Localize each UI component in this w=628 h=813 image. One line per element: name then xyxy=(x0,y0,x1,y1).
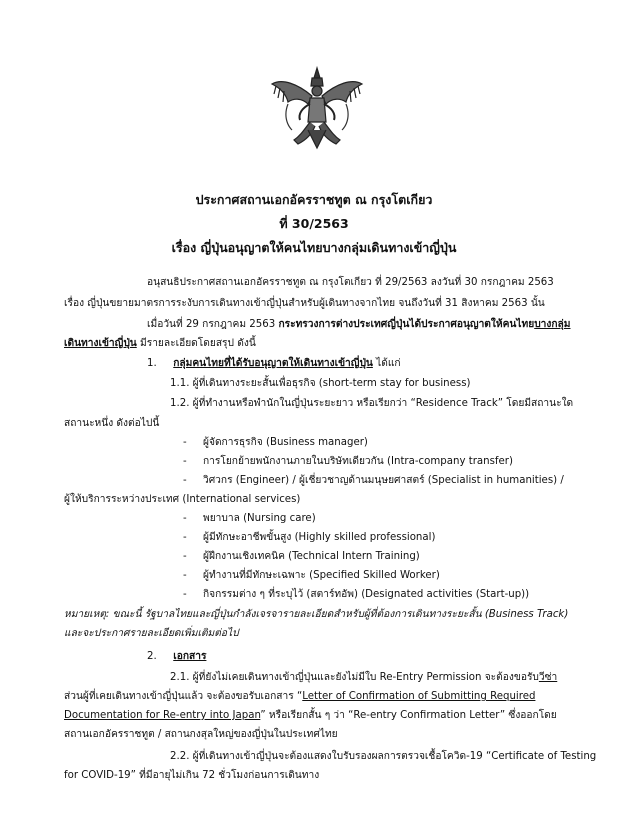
section-1-suffix: ได้แก่ xyxy=(372,358,401,369)
intro-line-3 xyxy=(147,318,571,331)
intro-some-groups: บางกลุ่ม xyxy=(534,319,571,330)
visa-link: วีซ่า xyxy=(538,672,558,683)
section-1-number: 1. xyxy=(147,358,157,369)
section-2-item-1-line-3: Documentation for Re-entry into Japan” หรือเรียกสั้น ๆ ว่า “Re-entry Confirmation Letter” ซึ่งออกโดย xyxy=(64,710,557,721)
section-2-item-1-line-2: ส่วนผู้ที่เคยเดินทางเข้าญี่ปุ่นแล้ว จะต้องขอรับเอกสาร “Letter of Confirmation of Submitting Required xyxy=(64,691,536,702)
intro-enter-japan: เดินทางเข้าญี่ปุ่น xyxy=(64,338,137,349)
note-line-2: และจะประกาศรายละเอียดเพิ่มเติมต่อไป xyxy=(64,628,239,639)
section-1-item-2-cont: สถานะหนึ่ง ดังต่อไปนี้ xyxy=(64,418,160,429)
intro-date: เมื่อวันที่ 29 กรกฎาคม 2563 xyxy=(147,319,279,330)
intro-ministry: กระทรวงการต่างประเทศญี่ปุ่นได้ประกาศอนุญาตให้คนไทย xyxy=(278,319,535,330)
section-2-item-1-line-4: สถานเอกอัครราชทูต / สถานกงสุลใหญ่ของญี่ปุ่นในประเทศไทย xyxy=(64,729,338,740)
list-item-cont: ผู้ให้บริการระหว่างประเทศ (International services) xyxy=(64,494,301,505)
confirmation-letter-title: Letter of Confirmation of Submitting Required xyxy=(302,691,536,702)
section-1-title: กลุ่มคนไทยที่ได้รับอนุญาตให้เดินทางเข้าญี่ปุ่น xyxy=(173,358,373,369)
section-2-item-1: 2.1. ผู้ที่ยังไม่เคยเดินทางเข้าญี่ปุ่นและยังไม่มีใบ Re-Entry Permission จะต้องขอรับวีซ่า xyxy=(170,672,558,683)
section-2-title: เอกสาร xyxy=(173,651,207,662)
announcement-number: ที่ 30/2563 xyxy=(279,216,349,231)
note-line-1: หมายเหตุ: ขณะนี้ รัฐบาลไทยและญี่ปุ่นกำลังเจรจารายละเอียดสำหรับผู้ที่ต้องการเดินทางระยะสั้น (Business Track) xyxy=(64,609,569,620)
intro-line-2: เรื่อง ญี่ปุ่นขยายมาตรการระงับการเดินทางเข้าญี่ปุ่นสำหรับผู้เดินทางจากไทย จนถึงวันที่ 31 สิงหาคม 2563 นั้น xyxy=(64,298,545,309)
section-2-item-2-line-2: for COVID-19” ที่มีอายุไม่เกิน 72 ชั่วโมงก่อนการเดินทาง xyxy=(64,770,320,781)
section-1-item-1: 1.1. ผู้ที่เดินทางระยะสั้นเพื่อธุรกิจ (short-term stay for business) xyxy=(170,378,471,389)
announcement-title: ประกาศสถานเอกอัครราชทูต ณ กรุงโตเกียว xyxy=(195,192,433,207)
intro-summary: มีรายละเอียดโดยสรุป ดังนี้ xyxy=(136,338,256,349)
garuda-emblem-icon xyxy=(268,64,366,150)
intro-line-1: อนุสนธิประกาศสถานเอกอัครราชทูต ณ กรุงโตเกียว ที่ 29/2563 ลงวันที่ 30 กรกฎาคม 2563 xyxy=(147,277,554,288)
announcement-subject: เรื่อง ญี่ปุ่นอนุญาตให้คนไทยบางกลุ่มเดินทางเข้าญี่ปุ่น xyxy=(171,240,457,255)
section-2-number: 2. xyxy=(147,651,157,662)
confirmation-letter-title-cont: Documentation for Re-entry into Japan xyxy=(64,710,261,721)
document-page: ประกาศสถานเอกอัครราชทูต ณ กรุงโตเกียว ที่ 30/2563 เรื่อง ญี่ปุ่นอนุญาตให้คนไทยบางกลุ่มเดินทางเข้าญี่ปุ่น อนุสนธิประกาศสถานเอกอัครราชทูต ณ กรุงโตเกียว ที่ 29/2563 ลงวันที่ 30 กรกฎาคม 2563 เรื่อง ญี่ปุ่นขยายมาตรการระงับการเดินทางเข้าญี่ปุ่นสำหรับผู้เดินทางจากไทย จนถึงวันที่ 31 สิงหาคม 2563 นั้น เมื่อวันที่ 29 กรกฎาคม 2563 กระทรวงการต่างประเทศญี่ปุ่นได้ประกาศอนุญาตให้คนไทยบางกลุ่ม เดินทางเข้าญี่ปุ่น มีรายละเอียดโดยสรุป ดังนี้ 1. กลุ่มคนไทยที่ได้รับอนุญาตให้เดินทางเข้าญี่ปุ่น ได้แก่ 1.1. ผู้ที่เดินทางระยะสั้นเพื่อธุรกิจ (short-term stay for business) 1.2. ผู้ที่ทำงานหรือพำนักในญี่ปุ่นระยะยาว หรือเรียกว่า “Residence Track” โดยมีสถานะใด สถานะหนึ่ง ดังต่อไปนี้ - ผู้จัดการธุรกิจ (Business manager) - การโยกย้ายพนักงานภายในบริษัทเดียวกัน (Intra-company transfer) - วิศวกร (Engineer) / ผู้เชี่ยวชาญด้านมนุษยศาสตร์ (Specialist in humanities) / ผู้ให้บริการระหว่างประเทศ (International services) - พยาบาล (Nursing care) - ผู้มีทักษะอาชีพขั้นสูง (Highly skilled professional) - ผู้ฝึกงานเชิงเทคนิค (Technical Intern Training) - ผู้ทำงานที่มีทักษะเฉพาะ (Specified Skilled Worker) - กิจกรรมต่าง ๆ ที่ระบุไว้ (สตาร์ทอัพ) (Designated activities (Start-up)) หมายเหตุ: ขณะนี้ รัฐบาลไทยและญี่ปุ่นกำลังเจรจารายละเอียดสำหรับผู้ที่ต้องการเดินทางระยะสั้น (Business Track) และจะประกาศรายละเอียดเพิ่มเติมต่อไป 2. เอกสาร 2.1. ผู้ที่ยังไม่เคยเดินทางเข้าญี่ปุ่นและยังไม่มีใบ Re-Entry Permission จะต้องขอรับวีซ่า ส่วนผู้ที่เคยเดินทางเข้าญี่ปุ่นแล้ว จะต้องขอรับเอกสาร “Letter of Confirmation of Submitting Required Documentation for Re-entry into Japan” หรือเรียกสั้น ๆ ว่า “Re-entry Confirmation Letter” ซึ่งออกโดย สถานเอกอัครราชทูต / สถานกงสุลใหญ่ของญี่ปุ่นในประเทศไทย 2.2. ผู้ที่เดินทางเข้าญี่ปุ่นจะต้องแสดงใบรับรองผลการตรวจเชื้อโควิด-19 “Certificate of Testing for COVID-19” ที่มีอายุไม่เกิน 72 ชั่วโมงก่อนการเดินทาง xyxy=(0,0,628,813)
section-2-item-2: 2.2. ผู้ที่เดินทางเข้าญี่ปุ่นจะต้องแสดงใบรับรองผลการตรวจเชื้อโควิด-19 “Certificate of Testing xyxy=(170,751,597,762)
section-1-heading xyxy=(147,357,401,370)
intro-line-4 xyxy=(64,337,256,350)
section-1-item-2: 1.2. ผู้ที่ทำงานหรือพำนักในญี่ปุ่นระยะยาว หรือเรียกว่า “Residence Track” โดยมีสถานะใด xyxy=(170,398,574,409)
section-2-heading xyxy=(147,650,206,663)
